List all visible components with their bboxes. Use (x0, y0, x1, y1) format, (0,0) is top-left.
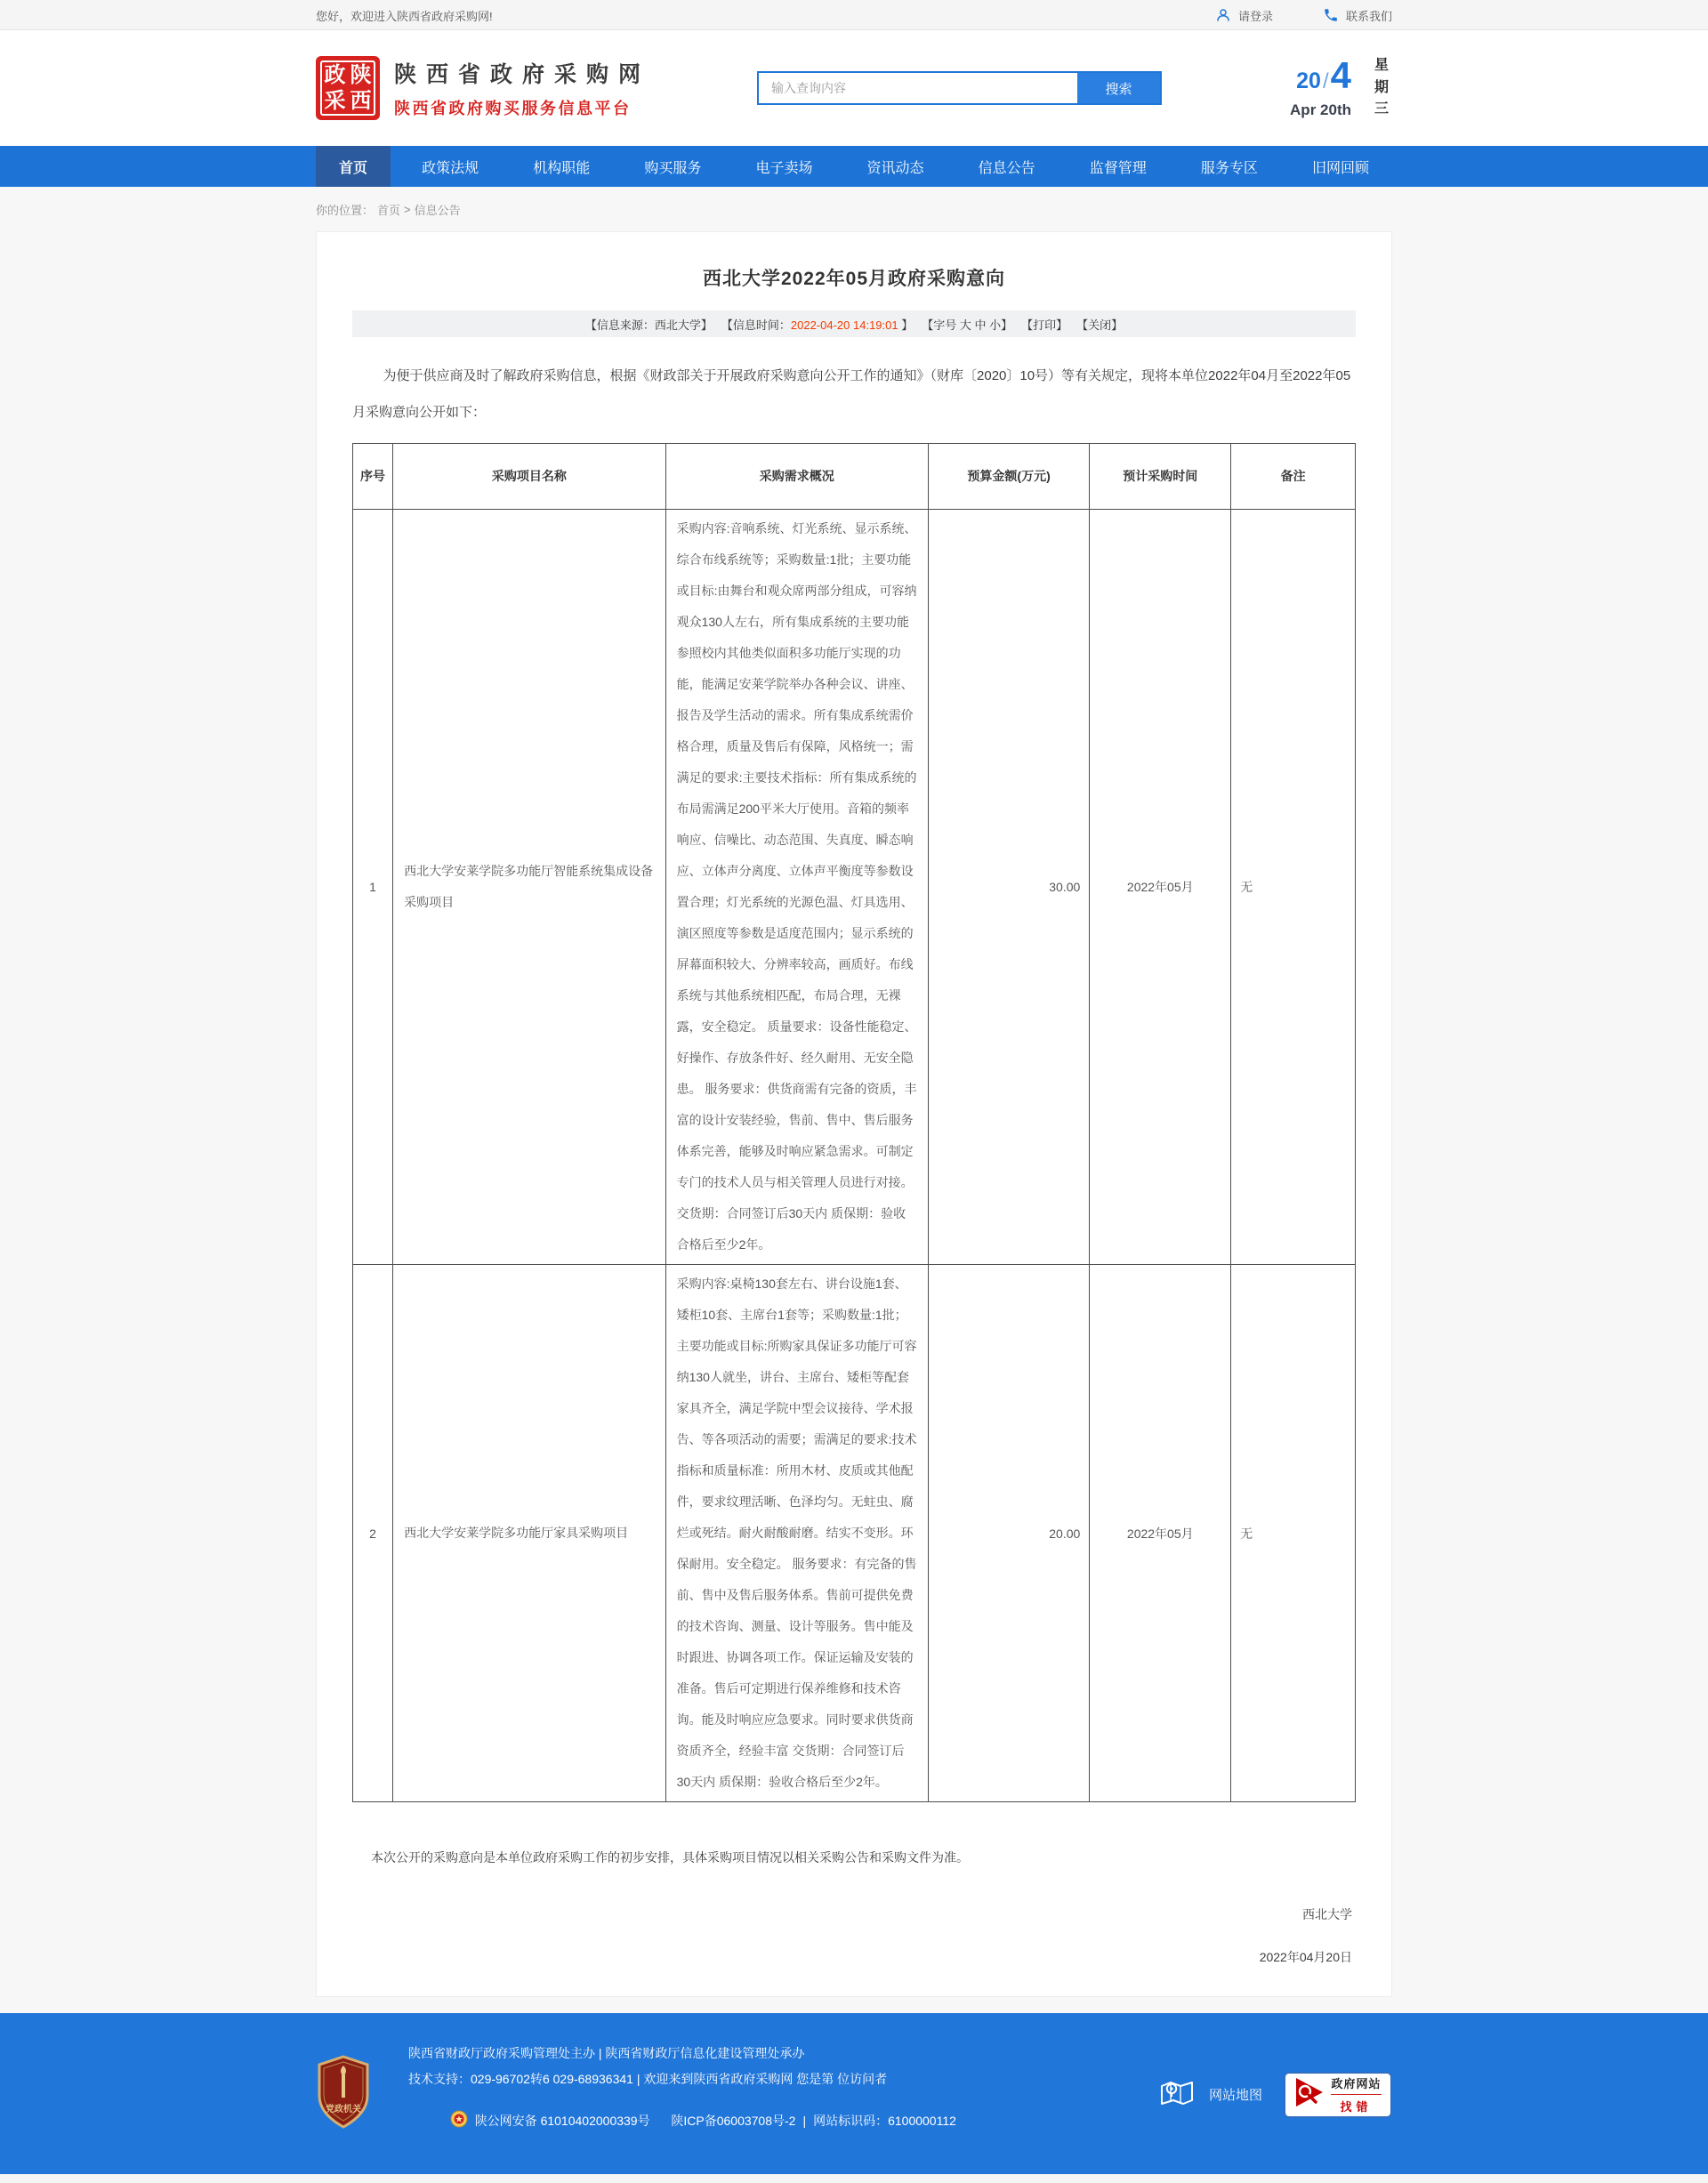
sitemap-icon (1159, 2079, 1195, 2111)
nav-item-old-site[interactable]: 旧网回顾 (1311, 160, 1369, 176)
cell-requirement: 采购内容:桌椅130套左右、讲台设施1套、矮柜10套、主席台1套等；采购数量:1批；主要功能或目标:所购家具保证多功能厅可容纳130人就坐，讲台、主席台、矮柜等配套家具齐全，满足学院中型会议接待、学术报告、等各项活动的需要；需满足的要求:技术指标和质量标准：所用木材、皮质或其他配件，要求纹理活晰、色泽均匀。无蛀虫、腐烂或死结。耐火耐酸耐磨。结实不变形。环保耐用。安全稳定。 服务要求：有完备的售前、售中及售后服务体系。售前可提供免费的技术咨询、测量、设计等服务。售中能及时跟进、协调各项工作。保证运输及安装的准备。售后可定期进行保养维修和技术咨询。能及时响应应急要求。同时要求供货商资质齐全，经验丰富 交货期：合同签订后30天内 质保期：验收合格后至少2年。 (665, 1265, 928, 1802)
nav-item-announcements[interactable]: 信息公告 (978, 160, 1035, 176)
nav-item-supervision[interactable]: 监督管理 (1089, 160, 1147, 176)
article-sign-date: 2022年04月20日 (1259, 1950, 1352, 1964)
breadcrumb-current-link[interactable]: 信息公告 (414, 203, 461, 217)
cell-project-name: 西北大学安莱学院多功能厅智能系统集成设备采购项目 (393, 510, 666, 1265)
breadcrumb-separator: > (404, 202, 411, 216)
col-header-no: 序号 (353, 444, 393, 510)
meta-fontsize-controls[interactable]: 【字号 大 中 小】 (922, 318, 1013, 332)
search-bar (757, 71, 1162, 105)
nav-item-home[interactable]: 首页 (316, 146, 391, 187)
welcome-text: 您好，欢迎进入陕西省政府采购网! (316, 9, 493, 23)
meta-close-button[interactable]: 【关闭】 (1076, 318, 1124, 332)
footer-icp[interactable]: 陕ICP备06003708号-2 (671, 2113, 796, 2128)
footer-site-code: 网站标识码：6100000112 (813, 2113, 956, 2128)
error-badge-line1: 政府网站 (1331, 2074, 1381, 2095)
login-label: 请登录 (1237, 9, 1273, 23)
meta-time-value: 2022-04-20 14:19:01 (790, 318, 898, 332)
date-weekday: 星期三 (1374, 57, 1390, 117)
cell-project-name: 西北大学安莱学院多功能厅家具采购项目 (393, 1265, 666, 1802)
col-header-remark: 备注 (1231, 444, 1356, 510)
footer-organizer: 陕西省财政厅政府采购管理处主办 | 陕西省财政厅信息化建设管理处承办 (408, 2046, 805, 2060)
cell-requirement: 采购内容:音响系统、灯光系统、显示系统、综合布线系统等；采购数量:1批；主要功能或目标:由舞台和观众席两部分组成，可容纳观众130人左右，所有集成系统的主要功能参照校内其他类似面积多功能厅实现的功能，能满足安莱学院举办各种会议、讲座、报告及学生活动的需求。所有集成系统需价格合理，质量及售后有保障，风格统一；需满足的要求:主要技术指标：所有集成系统的布局需满足200平米大厅使用。音箱的频率响应、信噪比、动态范围、失真度、瞬态响应、立体声分离度、立体声平衡度等参数设置合理；灯光系统的光源色温、灯具选用、演区照度等参数是适度范围内；显示系统的屏幕面积较大、分辨率较高，画质好。布线系统与其他系统相匹配，布局合理，无裸露，安全稳定。 质量要求：设备性能稳定、好操作、存放条件好、经久耐用、无安全隐患。 服务要求：供货商需有完备的资质，丰富的设计安装经验，售前、售中、售后服务体系完善，能够及时响应紧急需求。可制定专门的技术人员与相关管理人员进行对接。 交货期：合同签订后30天内 质保期：验收合格后至少2年。 (665, 510, 928, 1265)
article-title: 西北大学2022年05月政府采购意向 (702, 269, 1006, 289)
date-month: 4 (1330, 53, 1351, 96)
table-header-row (353, 444, 1356, 510)
phone-icon (1323, 7, 1339, 23)
party-government-emblem-icon (316, 2055, 371, 2134)
user-icon (1215, 7, 1231, 23)
breadcrumb-home-link[interactable]: 首页 (377, 203, 401, 217)
login-link[interactable] (1215, 7, 1273, 24)
article-card (316, 231, 1392, 1997)
bottom-strip (0, 2174, 1708, 2183)
topbar (0, 0, 1708, 30)
cell-remark: 无 (1231, 510, 1356, 1265)
date-day: 20 (1296, 68, 1321, 93)
nav-item-emall[interactable]: 电子卖场 (755, 160, 813, 176)
col-header-requirement: 采购需求概况 (665, 444, 928, 510)
police-badge-icon (408, 2096, 468, 2145)
cell-no: 2 (353, 1265, 393, 1802)
search-input[interactable] (759, 73, 1077, 103)
col-header-name: 采购项目名称 (393, 444, 666, 510)
cell-no: 1 (353, 510, 393, 1265)
logo-seal-grid (320, 60, 375, 116)
footer-separator: | (802, 2113, 807, 2128)
breadcrumb (316, 187, 1392, 231)
article-intro: 为便于供应商及时了解政府采购信息，根据《财政部关于开展政府采购意向公开工作的通知》（财库〔2020〕10号）等有关规定，现将本单位2022年04月至2022年05月采购意向公开如下： (352, 368, 1351, 420)
cell-budget: 30.00 (928, 510, 1089, 1265)
site-subtitle: 陕西省政府购买服务信息平台 (394, 100, 632, 117)
sitemap-label: 网站地图 (1208, 2088, 1262, 2103)
site-header (0, 30, 1708, 146)
breadcrumb-label: 你的位置： (316, 203, 375, 217)
footer-tech-support: 技术支持：029-96702转6 029-68936341 | 欢迎来到陕西省政府采购网 您是第 位访问者 (408, 2072, 888, 2086)
site-footer (0, 2013, 1708, 2174)
article-closing: 本次公开的采购意向是本单位政府采购工作的初步安排，具体采购项目情况以相关采购公告和采购文件为准。 (371, 1850, 969, 1865)
error-report-flag-icon (1294, 2075, 1325, 2114)
logo-char: 陕 (350, 62, 372, 87)
nav-item-service-zone[interactable]: 服务专区 (1200, 160, 1258, 176)
date-slash: / (1322, 68, 1329, 93)
date-widget (1290, 55, 1392, 121)
meta-source: 【信息来源：西北大学】 (584, 318, 713, 332)
site-logo[interactable] (316, 56, 380, 120)
cell-time: 2022年05月 (1090, 510, 1231, 1265)
col-header-time: 预计采购时间 (1090, 444, 1231, 510)
breadcrumb-row (0, 187, 1708, 231)
table-row (353, 510, 1356, 1265)
main-content (0, 231, 1708, 2013)
meta-print-button[interactable]: 【打印】 (1021, 318, 1068, 332)
date-english: Apr 20th (1290, 101, 1351, 118)
error-badge-line2: 找错 (1340, 2100, 1373, 2114)
svg-text:党政机关: 党政机关 (326, 2105, 361, 2115)
meta-time: 【信息时间：2022-04-20 14:19:01 】 (721, 318, 914, 332)
sitemap-link[interactable] (1159, 2079, 1262, 2111)
nav-item-news[interactable]: 资讯动态 (866, 160, 924, 176)
nav-item-functions[interactable]: 机构职能 (533, 160, 591, 176)
col-header-budget: 预算金额(万元) (928, 444, 1089, 510)
cell-remark: 无 (1231, 1265, 1356, 1802)
nav-item-purchase-service[interactable]: 购买服务 (644, 160, 702, 176)
cell-budget: 20.00 (928, 1265, 1089, 1802)
footer-beian[interactable]: 陕公网安备 61010402000339号 (474, 2113, 650, 2128)
article-meta-bar (352, 310, 1356, 337)
contact-label: 联系我们 (1345, 9, 1392, 23)
contact-link[interactable] (1323, 7, 1392, 24)
procurement-table (352, 443, 1356, 1802)
logo-char: 政 (324, 62, 346, 87)
site-title: 陕西省政府采购网 (394, 62, 651, 87)
logo-char: 西 (350, 88, 372, 113)
main-nav (0, 146, 1708, 187)
article-signature: 西北大学 (1302, 1907, 1352, 1921)
cell-time: 2022年05月 (1090, 1265, 1231, 1802)
search-button[interactable]: 搜索 (1077, 73, 1160, 103)
gov-site-error-report-badge[interactable] (1284, 2072, 1392, 2118)
nav-item-policies[interactable]: 政策法规 (422, 160, 479, 176)
logo-char: 采 (324, 88, 346, 113)
table-row (353, 1265, 1356, 1802)
